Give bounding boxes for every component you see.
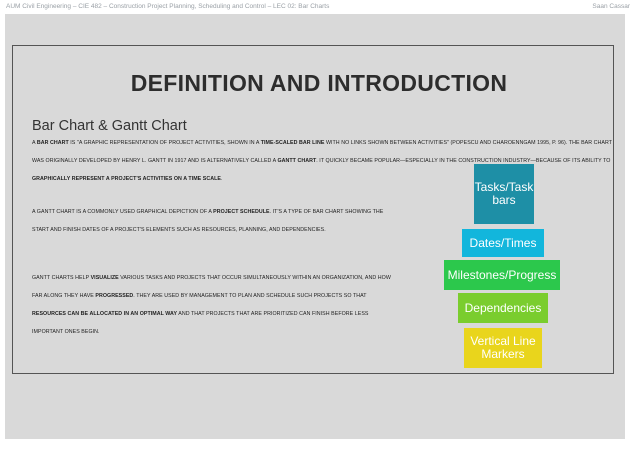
header-bar xyxy=(0,0,638,14)
p3-bold-resources: RESOURCES CAN BE ALLOCATED IN AN OPTIMAL WAY xyxy=(32,311,178,317)
p3-bold-visualize: VISUALIZE xyxy=(90,275,119,281)
tag-milestones: Milestones/Progress xyxy=(444,260,560,290)
p2-bold-project-schedule: PROJECT SCHEDULE xyxy=(213,209,270,215)
p1-bold-gantt-chart: GANTT CHART xyxy=(277,158,317,164)
author-header: Saan Cassar xyxy=(592,3,630,10)
p3-text-a: GANTT CHARTS HELP xyxy=(32,275,91,281)
p3-text-c: VARIOUS TASKS AND PROJECTS THAT OCCUR SIMULTANEOUSLY WITHIN AN ORGANIZATION, AND HOW FAR ALONG THEY HAVE xyxy=(32,275,391,299)
p2-text-c: . IT'S A TYPE OF BAR CHART SHOWING THE START AND FINISH DATES OF A PROJECT'S ELEMENTS SUCH AS RESOURCES, PLANNING, AND DEPENDENCIES. xyxy=(32,209,384,233)
tag-vertical-line-markers: Vertical Line Markers xyxy=(464,328,542,368)
p1-text-c: IS "A GRAPHIC REPRESENTATION OF PROJECT ACTIVITIES, SHOWN IN A xyxy=(68,140,261,146)
course-header: AUM Civil Engineering – CIE 482 – Construction Project Planning, Scheduling and Control – LEC 02: Bar Charts xyxy=(6,3,330,10)
paragraph-gantt-usage xyxy=(32,269,392,341)
p1-bold-time-scaled: TIME-SCALED BAR LINE xyxy=(260,140,325,146)
p3-text-e: AND THAT PROJECTS THAT ARE PRIORITIZED CAN FINISH BEFORE LESS IMPORTANT ONES BEGIN. xyxy=(32,311,369,335)
p1-bold-bar-chart: BAR CHART xyxy=(36,140,69,146)
slide-title: DEFINITION AND INTRODUCTION xyxy=(130,70,508,96)
tag-dates: Dates/Times xyxy=(462,229,544,257)
p1-bold-graphically: GRAPHICALLY REPRESENT A PROJECT'S ACTIVITIES ON A TIME SCALE xyxy=(32,176,221,182)
p1-text-a: A xyxy=(32,140,37,146)
p3-bold-progressed: PROGRESSED xyxy=(95,293,134,299)
paragraph-gantt-definition xyxy=(32,203,392,239)
tag-tasks: Tasks/Task bars xyxy=(474,164,534,224)
tag-dependencies: Dependencies xyxy=(458,293,548,323)
p1-text-f: . xyxy=(220,176,223,182)
p1-text-d: WITH NO LINKS SHOWN BETWEEN ACTIVITIES" (POPESCU AND CHAROENNGAM 1995, P. 96). THE BAR CHART WAS ORIGINALLY DEVELOPED BY HENRY L. GANTT IN 1917 AND IS ALTERNATIVELY CALLED A xyxy=(32,140,612,164)
slide-subtitle: Bar Chart & Gantt Chart xyxy=(32,118,187,134)
p3-text-d: . THEY ARE USED BY MANAGEMENT TO PLAN AND SCHEDULE SUCH PROJECTS SO THAT xyxy=(133,293,367,299)
p2-text-a: A GANTT CHART IS A COMMONLY USED GRAPHICAL DEPICTION OF A xyxy=(32,209,214,215)
p1-text-e: . IT QUICKLY BECAME POPULAR—ESPECIALLY IN THE CONSTRUCTION INDUSTRY—BECAUSE OF ITS ABILITY TO xyxy=(316,158,611,164)
